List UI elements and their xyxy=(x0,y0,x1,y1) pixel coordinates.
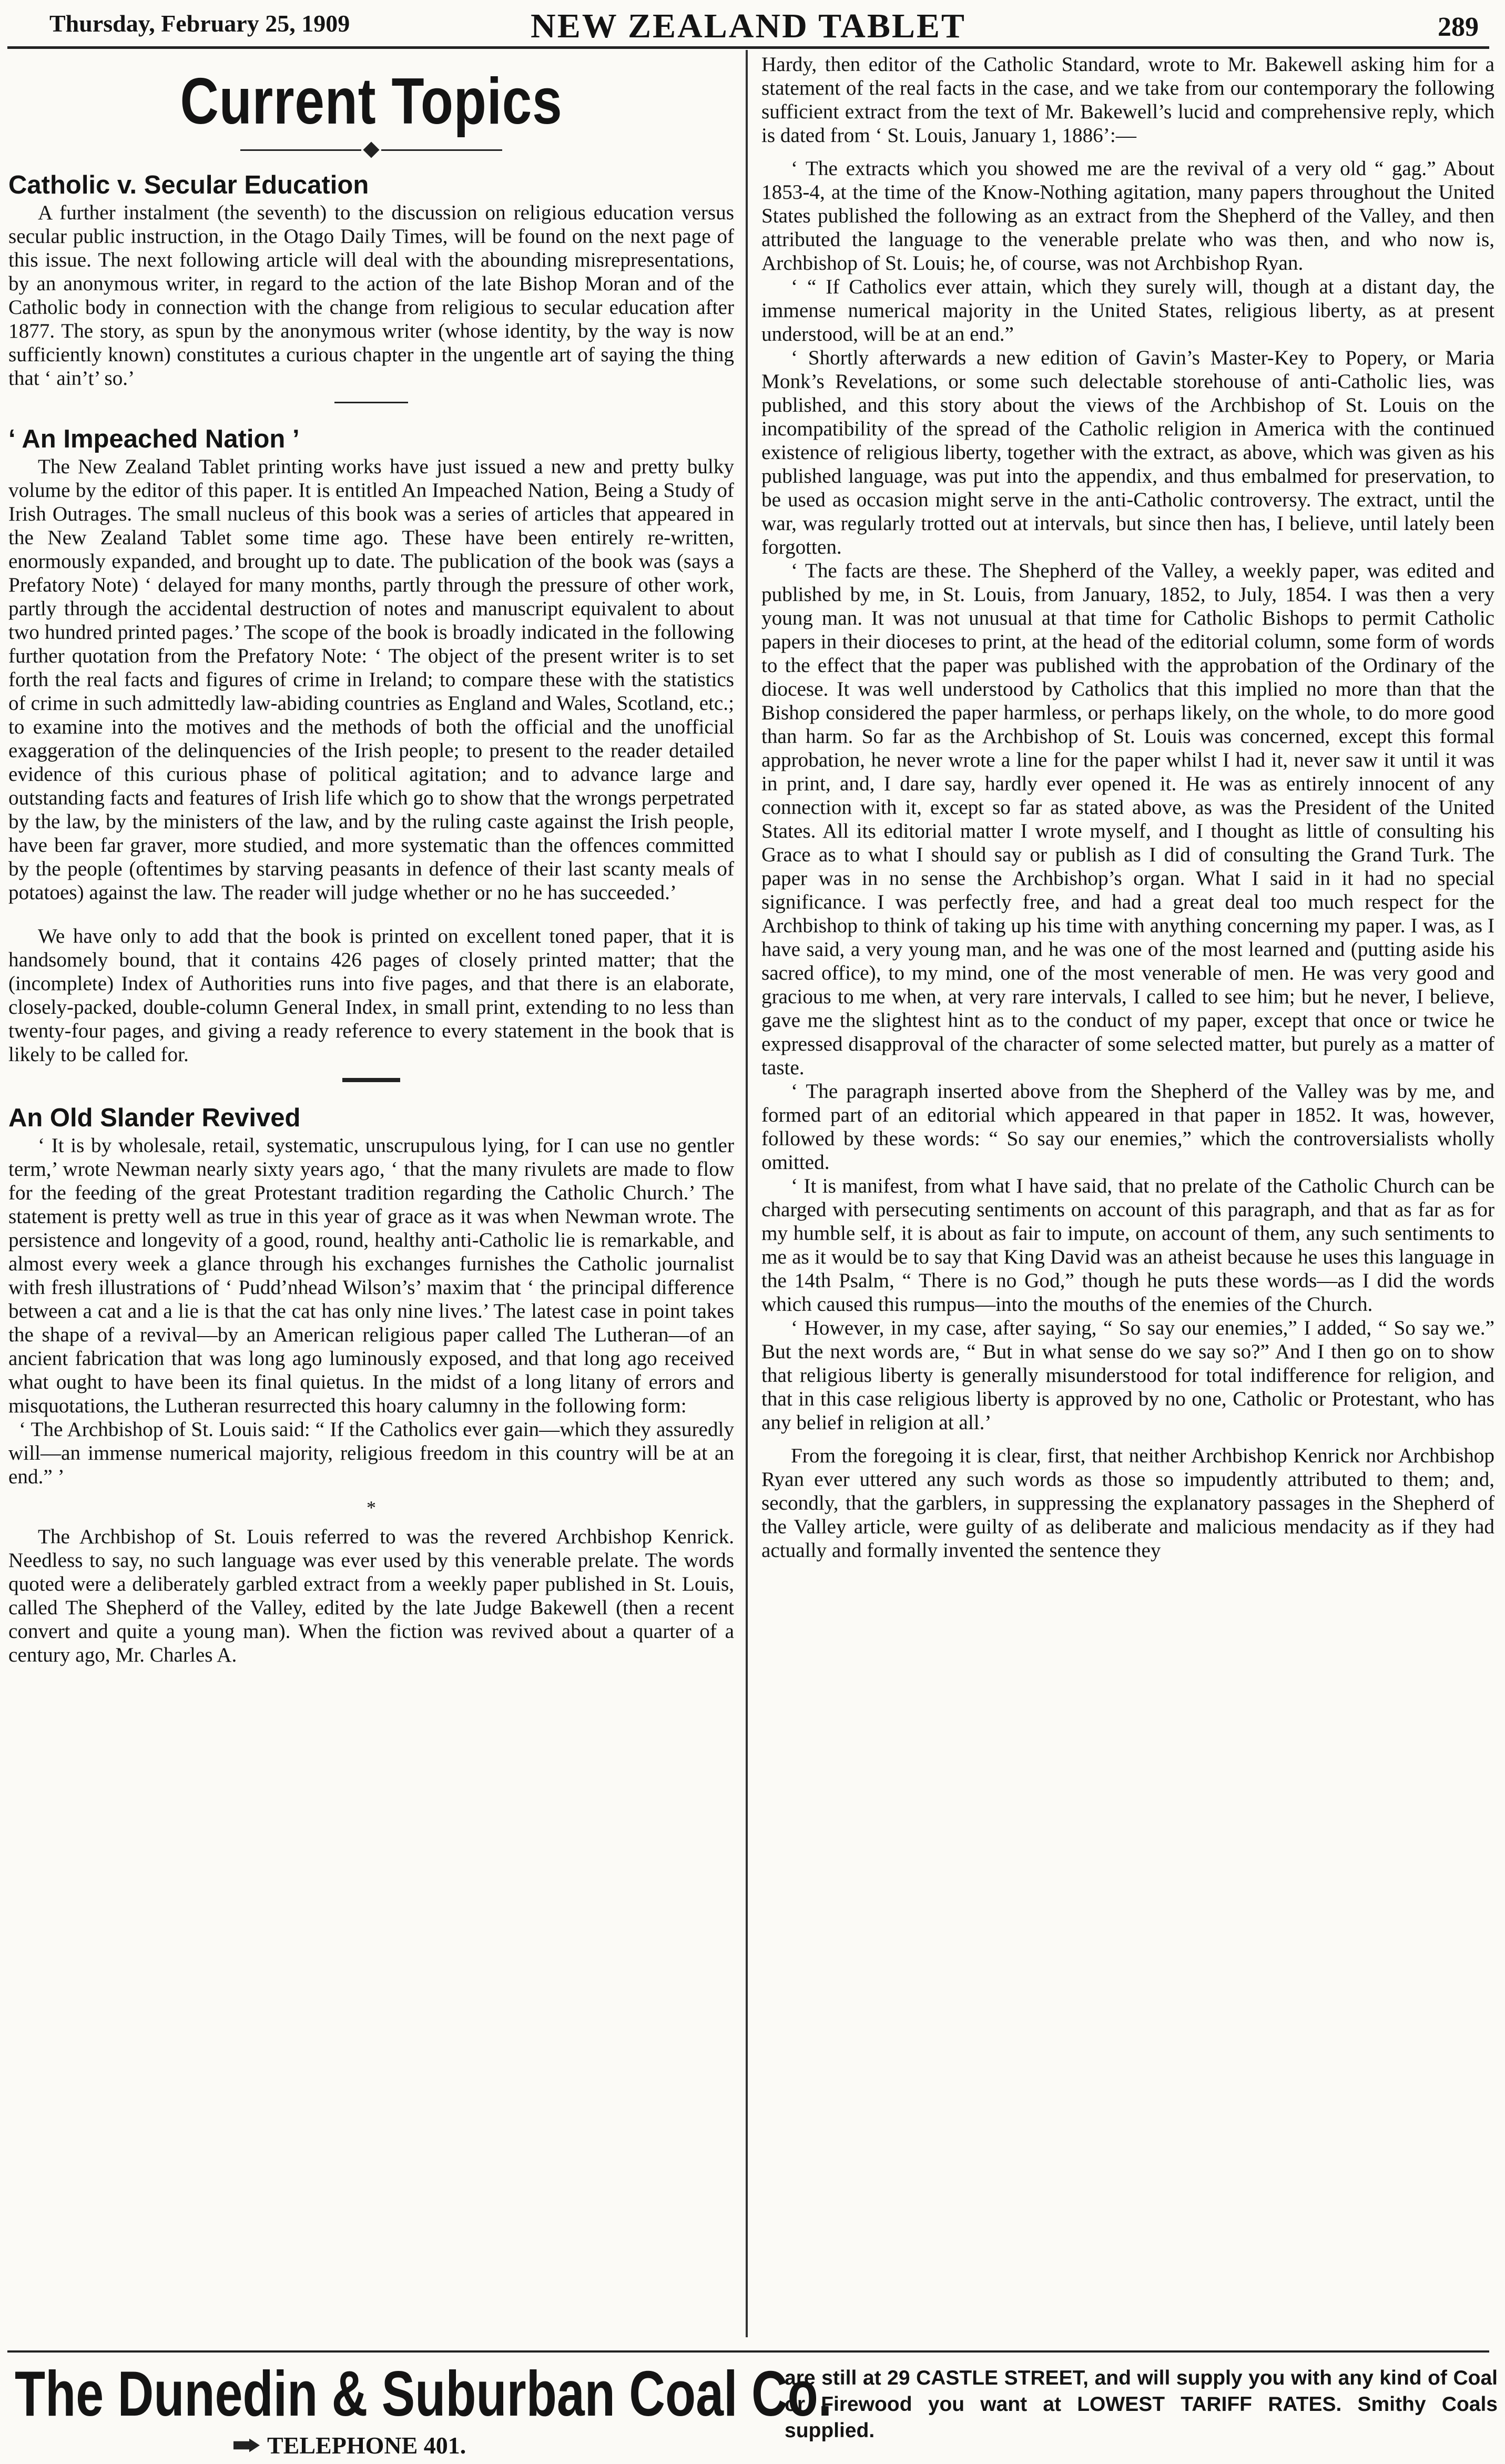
page-header xyxy=(7,6,1489,44)
header-rule xyxy=(7,46,1489,49)
letter-paragraph: ‘ It is manifest, from what I have said, that no prelate of the Catholic Church can be charged with persecuting sentiments on account of this paragraph, and that as far as for my humble self, it is about as fair to impute, on account of them, any such sentiments to me as it would be to say that King David was an atheist because he uses this language in the 14th Psalm, “ There is no God,” though he puts these words—as I did the words which caused this rumpus—into the mouths of the enemies of the Church. xyxy=(761,1175,1494,1316)
article-paragraph: The New Zealand Tablet printing works have just issued a new and pretty bulky volume by the editor of this paper. It is entitled An Impeached Nation, Being a Study of Irish Outrages. The small nucleus of this book was a series of articles that appeared in the New Zealand Tablet some time ago. These have been entirely re-written, enormously expanded, and brought up to date. The publication of the book was (says a Prefatory Note) ‘ delayed for many months, partly through the pressure of other work, partly through the accidental destruction of notes and manuscript equivalent to about two hundred printed pages.’ The scope of the book is broadly indicated in the following further quotation from the Prefatory Note: ‘ The object of the present writer is to set forth the real facts and figures of crime in Ireland; to compare these with the statistics of crime in such admittedly law-abiding countries as England and Wales, Scotland, etc.; to examine into the motives and the methods of both the official and the unofficial exaggeration of the delinquencies of the Irish people; to present to the reader detailed evidence of this curious phase of political agitation; and to advance large and outstanding facts and features of Irish life which go to show that the wrongs perpetrated by the law, by the ministers of the law, and by the ruling caste against the Irish people, have been far graver, more studied, and more systematic than the offences committed by the people (oftentimes by starving peasants in defence of their last scanty meals of potatoes) against the law. The reader will judge whether or no he has succeeded.’ xyxy=(8,455,734,904)
page-number: 289 xyxy=(1438,12,1479,42)
quoted-passage: ‘ The Archbishop of St. Louis said: “ If the Catholics ever gain—which they assuredly will—an immense numerical majority, religious freedom in this country will be at an end.” ’ xyxy=(8,1418,734,1488)
separator-rule xyxy=(334,402,408,403)
telephone-line xyxy=(233,2431,466,2459)
letter-paragraph: ‘ The paragraph inserted above from the Shepherd of the Valley was by me, and formed part of an editorial which appeared in that paper in 1852. It was, however, followed by these words: “ So say our enemies,” which the controversialists wholly omitted. xyxy=(761,1080,1494,1174)
article-heading: An Old Slander Revived xyxy=(8,1104,301,1132)
column-divider xyxy=(746,50,748,2337)
separator-rule xyxy=(342,1078,400,1082)
header-date: Thursday, February 25, 1909 xyxy=(49,10,350,37)
left-column xyxy=(8,53,734,1667)
article-paragraph: The Archbishop of St. Louis referred to was the revered Archbishop Kenrick. Needless to say, no such language was ever used by this venerable prelate. The words quoted were a deliberately garbled extract from a weekly paper published in St. Louis, called The Shepherd of the Valley, edited by the late Judge Bakewell (then a recent convert and quite a young man). When the fiction was revived about a quarter of a century ago, Mr. Charles A. xyxy=(8,1525,734,1666)
letter-paragraph: ‘ Shortly afterwards a new edition of Gavin’s Master-Key to Popery, or Maria Monk’s Revelations, or some such delectable storehouse of anti-Catholic lies, was published, and this story about the views of the Archbishop of St. Louis on the incompatibility of the spread of the Catholic religion in America with the continued existence of religious liberty, together with the extract, as above, which was given as his published language, was put into the appendix, and thus embalmed for preservation, to be used as occasion might serve in the anti-Catholic controversy. The extract, until the war, was regularly trotted out at intervals, but since then has, I believe, until lately been forgotten. xyxy=(761,347,1494,558)
right-column xyxy=(761,53,1494,1562)
coal-company-ad xyxy=(7,2357,832,2462)
diamond-icon xyxy=(363,141,379,158)
company-name: The Dunedin & Suburban Coal Co. xyxy=(15,2358,832,2429)
article-paragraph: From the foregoing it is clear, first, that neither Archbishop Kenrick nor Archbishop Ryan ever uttered any such words as those so impudently attributed to them; and, secondly, that the garblers, in suppressing the explanatory passages in the Shepherd of the Valley article, were guilty of as deliberate and malicious mendacity as if they had actually and formally invented the sentence they xyxy=(761,1444,1494,1562)
ornament-rule xyxy=(8,144,734,156)
article-heading: ‘ An Impeached Nation ’ xyxy=(8,425,300,453)
letter-paragraph: ‘ “ If Catholics ever attain, which they surely will, though at a distant day, the immense numerical majority in the United States, religious liberty, as at present understood, will be at an end.” xyxy=(761,276,1494,345)
star-separator: * xyxy=(367,1497,376,1518)
letter-paragraph: ‘ The extracts which you showed me are the revival of a very old “ gag.” About 1853-4, at the time of the Know-Nothing agitation, many papers throughout the United States published the following as an extract from the Shepherd of the Valley, and then attributed the language to the venerable prelate who was then, and who now is, Archbishop of St. Louis; he, of course, was not Archbishop Ryan. xyxy=(761,157,1494,274)
article-paragraph: ‘ It is by wholesale, retail, systematic, unscrupulous lying, for I can use no gentler term,’ wrote Newman nearly sixty years ago, ‘ that the many rivulets are made to flow for the feeding of the great Protestant tradition regarding the Catholic Church.’ The statement is pretty well as true in this year of grace as it was when Newman wrote. The persistence and longevity of a good, round, healthy anti-Catholic lie is remarkable, and almost every week a glance through his exchanges furnishes the Catholic journalist with fresh illustrations of ‘ Pudd’nhead Wilson’s’ maxim that ‘ the principal difference between a cat and a lie is that the cat has only nine lives.’ The latest case in point takes the shape of a revival—by an American religious paper called The Lutheran—of an ancient fabrication that was long ago luminously exposed, and that long ago received what ought to have been its final quietus. In the midst of a long litany of errors and misquotations, the Lutheran resurrected this hoary calumny in the following form: xyxy=(8,1134,734,1417)
article-paragraph: Hardy, then editor of the Catholic Standard, wrote to Mr. Bakewell asking him for a statement of the real facts in the case, and we take from our contemporary the following sufficient extract from the text of Mr. Bakewell’s lucid and comprehensive reply, which is dated from ‘ St. Louis, January 1, 1886’:— xyxy=(761,53,1494,147)
ad-notice: are still at 29 CASTLE STREET, and will supply you with any kind of Coal or Firewood you want at LOWEST TARIFF RATES. Smithy Coals supplied. xyxy=(785,2367,1498,2442)
advertisement-footer xyxy=(7,2350,1498,2463)
article-paragraph: We have only to add that the book is printed on excellent toned paper, that it is handsomely bound, that it contains 426 pages of closely printed matter; that the (incomplete) Index of Authorities runs into five pages, and that there is an elaborate, closely-packed, double-column General Index, in small print, extending to no less than twenty-four pages, and giving a ready reference to every statement in the book that is likely to be called for. xyxy=(8,925,734,1066)
telephone-number: TELEPHONE 401. xyxy=(267,2432,466,2459)
article-paragraph: A further instalment (the seventh) to the discussion on religious education versus secular public instruction, in the Otago Daily Times, will be found on the next page of this issue. The next following article will deal with the abounding misrepresentations, by an anonymous writer, in regard to the action of the late Bishop Moran and of the Catholic body in connection with the change from religious to secular education after 1877. The story, as spun by the anonymous writer (whose identity, by the way is now sufficiently known) constitutes a curious chapter in the ungentle art of saying the thing that ‘ ain’t’ so.’ xyxy=(8,201,734,390)
letter-paragraph: ‘ The facts are these. The Shepherd of the Valley, a weekly paper, was edited and published by me, in St. Louis, from January, 1852, to July, 1854. I was then a very young man. It was not unusual at that time for Catholic Bishops to permit Catholic papers in their dioceses to print, at the head of the editorial column, some form of words to the effect that the paper was published with the approbation of the Ordinary of the diocese. It was well understood by Catholics that this implied no more than that the Bishop considered the paper harmless, or perhaps likely, on the whole, to do more good than harm. So far as the Archbishop of St. Louis was concerned, except this formal approbation, he never wrote a line for the paper whilst I had it, never saw it until it was in print, and, I dare say, hardly ever opened it. He was as entirely innocent of any connection with it, except so far as stated above, as was the President of the United States. All its editorial matter I wrote myself, and I thought as little of consulting his Grace as to what I should say or publish as I did of consulting the Grand Turk. The paper was in no sense the Archbishop’s organ. What I said in it had no special significance. I was perfectly free, and had a great deal too much respect for the Archbishop to think of taking up his time with anything concerning my paper. I was, as I have said, a very young man, and he was one of the most learned and (putting aside his sacred office), to my mind, one of the most venerable of men. He was very good and gracious to me when, at very rare intervals, I called to see him; but he never, I believe, gave me the slightest hint as to the conduct of my paper, except that once or twice he expressed disapproval of the character of some selected matter, but purely as a matter of taste. xyxy=(761,559,1494,1079)
article-heading: Catholic v. Secular Education xyxy=(8,171,369,199)
letter-paragraph: ‘ However, in my case, after saying, “ So say our enemies,” I added, “ So say we.” But the next words are, “ But in what sense do we say so?” And I then go on to show that religious liberty is generally misunderstood for total indifference for religion, and that in this case religious liberty is approved by no one, Catholic or Protestant, who has any belief in religion at all.’ xyxy=(761,1317,1494,1434)
pointing-hand-icon xyxy=(233,2439,260,2452)
newspaper-title: NEW ZEALAND TABLET xyxy=(531,7,966,45)
section-masthead: Current Topics xyxy=(180,65,563,138)
